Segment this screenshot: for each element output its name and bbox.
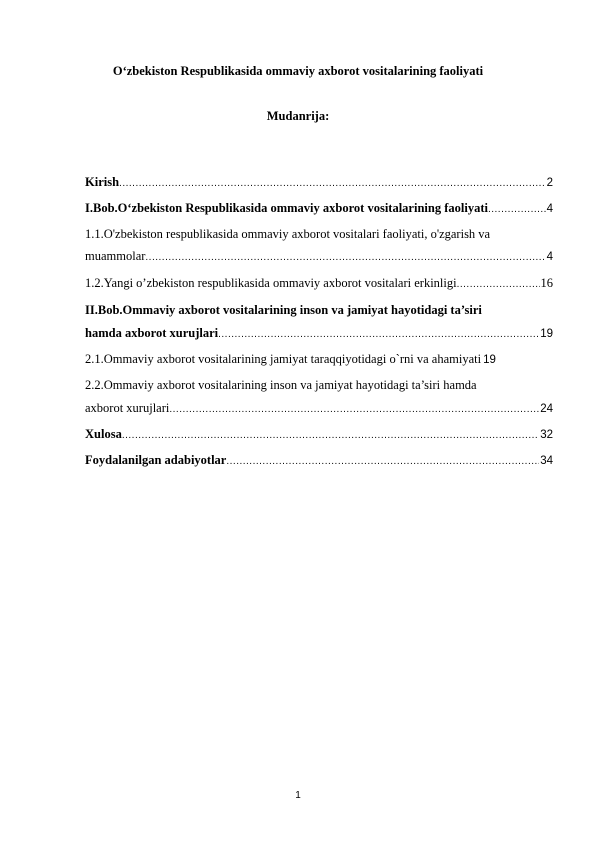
toc-entry-1-1-line2[interactable]: [85, 249, 553, 267]
toc-entry-bob2-line2[interactable]: [85, 326, 553, 344]
toc-leader-dots: [457, 279, 540, 290]
toc-leader-dots: [169, 404, 539, 415]
toc-entry-label: 1.1.O'zbekiston respublikasida ommaviy axborot vositalari faoliyati, o'zgarish va: [85, 227, 491, 241]
toc-entry-label: Foydalanilgan adabiyotlar: [85, 453, 227, 467]
toc-page-number: 16: [540, 276, 553, 290]
document-subtitle: Mudanrija:: [266, 109, 330, 123]
toc-page-number: 24: [540, 403, 553, 415]
toc-entry-adabiyotlar[interactable]: [85, 453, 553, 471]
toc-leader-dots: [226, 456, 539, 467]
toc-entry-label: 2.2.Ommaviy axborot vositalarining inson va jamiyat hayotidagi ta’siri hamda: [85, 378, 477, 392]
toc-entry-xulosa[interactable]: [85, 427, 553, 445]
page-number: 1: [295, 790, 301, 801]
toc-page-number: 4: [546, 251, 553, 263]
toc-leader-dots: [218, 329, 539, 340]
toc-entry-label: II.Bob.Ommaviy axborot vositalarining inson va jamiyat hayotidagi ta’siri: [85, 303, 482, 317]
toc-page-number: 19: [540, 328, 553, 340]
toc-page-number: 19: [483, 354, 496, 366]
toc-entry-label: Kirish: [85, 175, 120, 189]
toc-leader-dots: [145, 252, 545, 263]
toc-entry-label: 1.2.Yangi o’zbekiston respublikasida ommaviy axborot vositalari erkinligi: [85, 276, 457, 290]
toc-page-number: 34: [540, 455, 553, 467]
toc-leader-dots: [119, 178, 546, 189]
toc-page-number: 4: [546, 203, 553, 215]
toc-page-number: 32: [540, 429, 553, 441]
toc-entry-1-2[interactable]: [85, 276, 553, 294]
toc-entry-label: I.Bob.O‘zbekiston Respublikasida ommaviy axborot vositalarining faoliyati: [85, 201, 488, 215]
toc-entry-2-2-line2[interactable]: [85, 401, 553, 419]
toc-entry-1-1-line1[interactable]: [85, 227, 553, 245]
toc-entry-label: muammolar: [85, 249, 146, 263]
toc-entry-kirish[interactable]: [85, 175, 553, 193]
toc-leader-dots: [488, 204, 546, 215]
toc-entry-label: Xulosa: [85, 427, 122, 441]
toc-entry-2-2-line1[interactable]: [85, 378, 553, 396]
toc-entry-bob1[interactable]: [85, 201, 553, 219]
toc-page-number: 2: [546, 177, 553, 189]
toc-entry-label: hamda axborot xurujlari: [85, 326, 219, 340]
toc-entry-bob2-line1[interactable]: [85, 303, 553, 321]
toc-leader-dots: [122, 430, 539, 441]
document-title: O‘zbekiston Respublikasida ommaviy axborot vositalarining faoliyati: [112, 64, 484, 78]
toc-entry-label: axborot xurujlari: [85, 401, 170, 415]
toc-entry-2-1[interactable]: [85, 352, 553, 370]
toc-entry-label: 2.1.Ommaviy axborot vositalarining jamiyat taraqqiyotidagi o`rni va ahamiyati: [85, 352, 482, 366]
